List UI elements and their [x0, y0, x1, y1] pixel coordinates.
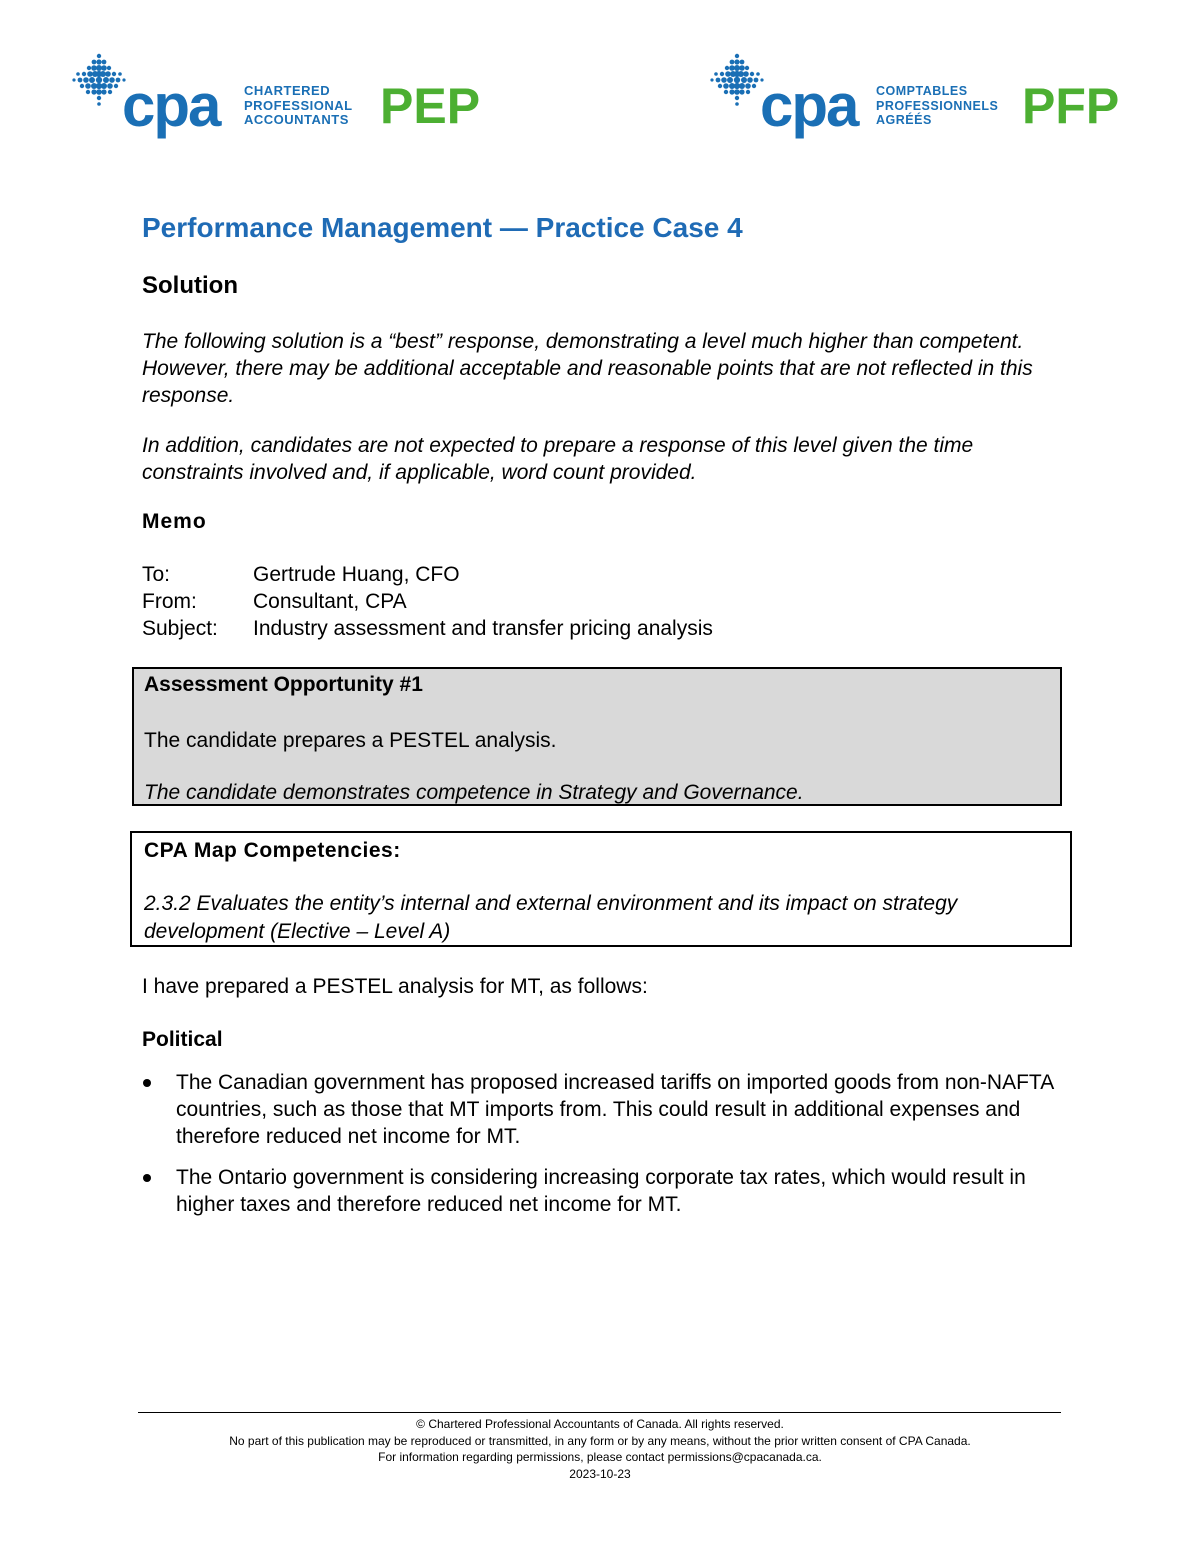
solution-heading: Solution: [142, 272, 238, 299]
memo-to-value: Gertrude Huang, CFO: [253, 563, 460, 586]
page-title: Performance Management — Practice Case 4: [142, 212, 743, 243]
memo-subject-row: [142, 615, 713, 642]
intro-paragraph-2: In addition, candidates are not expected to prepare a response of this level given the time constraints involved and, if applicable, word count provided.: [142, 434, 974, 484]
memo-to-label: To:: [142, 563, 171, 586]
logo-tagline: [244, 84, 353, 128]
cpa-map-competencies-box: [130, 831, 1072, 947]
footer-copyright: © Chartered Professional Accountants of Canada. All rights reserved.: [416, 1417, 784, 1431]
cpa-wordmark: cpa: [122, 72, 220, 139]
logo-line-3: ACCOUNTANTS: [244, 112, 349, 127]
list-item: The Ontario government is considering increasing corporate tax rates, which would result in higher taxes and therefore reduced net income for MT.: [176, 1164, 1056, 1218]
footer-divider: [138, 1412, 1061, 1413]
list-item: The Canadian government has proposed increased tariffs on imported goods from non-NAFTA countries, such as those that MT imports from. This could result in additional expenses and therefore reduced net income for MT.: [176, 1069, 1056, 1150]
cpa-english-logo: [70, 52, 500, 142]
assessment-heading: Assessment Opportunity #1: [144, 673, 423, 696]
program-label: PEP: [380, 78, 481, 134]
assessment-competence: The candidate demonstrates competence in Strategy and Governance.: [144, 781, 804, 804]
logo-tagline: [876, 84, 998, 128]
logo-line-1: CHARTERED: [244, 83, 331, 98]
memo-from-row: [142, 588, 407, 615]
memo-from-label: From:: [142, 590, 197, 613]
cpa-french-logo: [708, 52, 1128, 142]
intro-paragraph-1: The following solution is a “best” response, demonstrating a level much higher than competent. However, there may be additional acceptable and reasonable points that are not reflected in this response.: [142, 330, 1033, 407]
footer-permissions: For information regarding permissions, please contact permissions@cpacanada.ca.: [378, 1450, 822, 1464]
memo-from-value: Consultant, CPA: [253, 590, 407, 613]
memo-heading: Memo: [142, 510, 207, 533]
analysis-intro: I have prepared a PESTEL analysis for MT, as follows:: [142, 975, 648, 998]
footer-notice: No part of this publication may be reproduced or transmitted, in any form or by any means, without the prior written consent of CPA Canada.: [229, 1434, 971, 1448]
logo-line-3: AGRÉÉS: [876, 113, 932, 127]
program-label: PFP: [1022, 78, 1120, 134]
cpa-map-text: 2.3.2 Evaluates the entity’s internal and external environment and its impact on strategy development (Elective – Level A): [144, 892, 958, 943]
assessment-text: The candidate prepares a PESTEL analysis.: [144, 729, 557, 752]
cpa-map-heading: CPA Map Competencies:: [144, 839, 401, 862]
assessment-opportunity-box: [132, 667, 1062, 806]
logo-line-1: COMPTABLES: [876, 84, 968, 98]
logo-line-2: PROFESSIONNELS: [876, 98, 999, 113]
maple-leaf-dots-icon: [70, 52, 128, 114]
political-heading: Political: [142, 1028, 223, 1051]
maple-leaf-dots-icon: [708, 52, 766, 114]
memo-subject-value: Industry assessment and transfer pricing analysis: [253, 617, 713, 640]
memo-subject-label: Subject:: [142, 617, 218, 640]
memo-to-row: [142, 561, 460, 588]
logo-line-2: PROFESSIONAL: [244, 97, 353, 113]
cpa-wordmark: cpa: [760, 72, 858, 139]
footer-date: 2023-10-23: [569, 1467, 631, 1481]
